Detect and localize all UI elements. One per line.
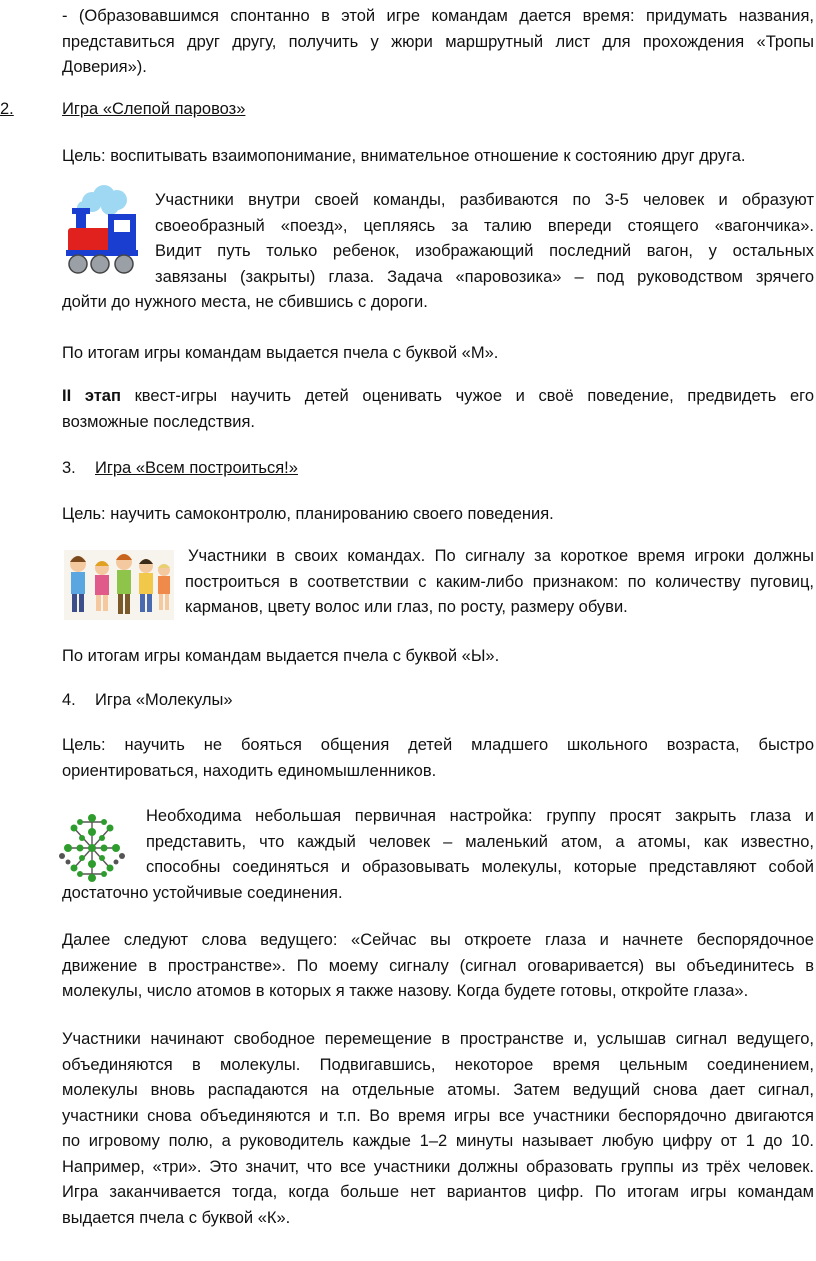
text-line: Участники в своих командах. По сигналу за короткое время игроки должны [188,547,814,565]
text-line: представиться друг другу, получить у жюри маршрутный лист для прохождения «Тропы [62,32,814,51]
game3-title: Игра «Всем построиться!» [95,459,298,477]
text-line: Участники начинают свободное перемещение в пространстве и, услышав сигнал ведущего, [62,1030,814,1048]
text-line: выдается пчела с буквой «К». [62,1208,291,1227]
text-line: молекулы вновь распадаются на отдельные атомы. Затем ведущий снова дает сигнал, [62,1081,814,1099]
text-line: завязаны (закрыты) глаза. Задача «паровозика» – под руководством зрячего [155,267,814,286]
game2-description [62,188,814,316]
game4-paragraph-2 [62,928,814,1005]
text-line: своеобразный «поезд», цепляясь за талию впереди стоящего «вагончика». [155,216,814,235]
intro-paragraph [62,4,814,81]
game2-number: 2. [0,100,14,118]
text-line: представить, что каждый человек – маленький атом, а атомы, как известно, [146,832,814,851]
game3-heading [62,456,814,482]
game2-heading [0,97,300,123]
text-line: ориентироваться, находить единомышленников. [62,761,437,780]
text-line: построиться в соответствии с каким-либо признаком: по количеству пуговиц, [185,572,814,591]
game3-goal: Цель: научить самоконтролю, планированию своего поведения. [62,505,554,523]
stage2-paragraph [62,384,814,435]
game4-goal [62,733,814,784]
text-line: Далее следуют слова ведущего: «Сейчас вы откроете глаза и начнете беспорядочное [62,931,814,949]
text-line: Доверия»). [62,58,147,76]
text-line: - (Образовавшимся спонтанно в этой игре командам дается время: придумать названия, [62,7,814,25]
game4-title: Игра «Молекулы» [95,691,233,709]
game3-description [62,544,814,621]
game4-heading [62,688,814,714]
text-line: Цель: научить не бояться общения детей младшего школьного возраста, быстро [62,736,814,754]
text-line: дойти до нужного места, не сбившись с дороги. [62,293,428,311]
game4-description [62,804,814,906]
text-line: Видит путь только ребенок, изображающий последний вагон, у остальных [155,242,814,260]
text-line: Участники внутри своей команды, разбиваются по 3-5 человек и образуют [155,191,814,209]
game2-title: Игра «Слепой паровоз» [62,100,246,118]
game2-goal: Цель: воспитывать взаимопонимание, внимательное отношение к состоянию друг друга. [62,147,746,165]
game3-result: По итогам игры командам выдается пчела с буквой «Ы». [62,647,500,665]
stage2-label: II этап [62,387,121,405]
game4-number: 4. [62,691,76,709]
text-line: Например, «три». Это значит, что все участники должны образовать группы из трёх человек. [62,1157,814,1176]
game3-number: 3. [62,459,76,477]
game2-result: По итогам игры командам выдается пчела с буквой «М». [62,344,499,362]
text-line: движение в пространстве». По моему сигналу (сигнал оговаривается) вы объединитесь в [62,956,814,975]
text-line: Игра заканчивается тогда, когда больше нет вариантов цифр. По итогам игры командам [62,1183,814,1201]
text-line [62,384,814,410]
text-line: молекулы, число атомов в которых я также назову. Когда будете готовы, откройте глаза». [62,982,749,1000]
text-line: способны соединяться и образовывать молекулы, которые представляют собой [146,858,814,876]
text-line: участники снова объединяются и т.п. Во время игры все участники беспорядочно двигаются [62,1106,814,1125]
text-line: достаточно устойчивые соединения. [62,883,343,902]
stage2-text: квест-игры научить детей оценивать чужое и своё поведение, предвидеть его [120,387,814,405]
text-line: Необходима небольшая первичная настройка: группу просят закрыть глаза и [146,807,814,825]
text-line: карманов, цвету волос или глаз, по росту, размеру обуви. [185,598,628,616]
text-line: объединяются в молекулы. Подвигавшись, некоторое время цельным соединением, [62,1055,814,1074]
game4-paragraph-3 [62,1027,814,1231]
text-line: возможные последствия. [62,412,255,431]
text-line: по игровому полю, а руководитель каждые 1–2 минуты называет любую цифру от 1 до 10. [62,1132,814,1150]
